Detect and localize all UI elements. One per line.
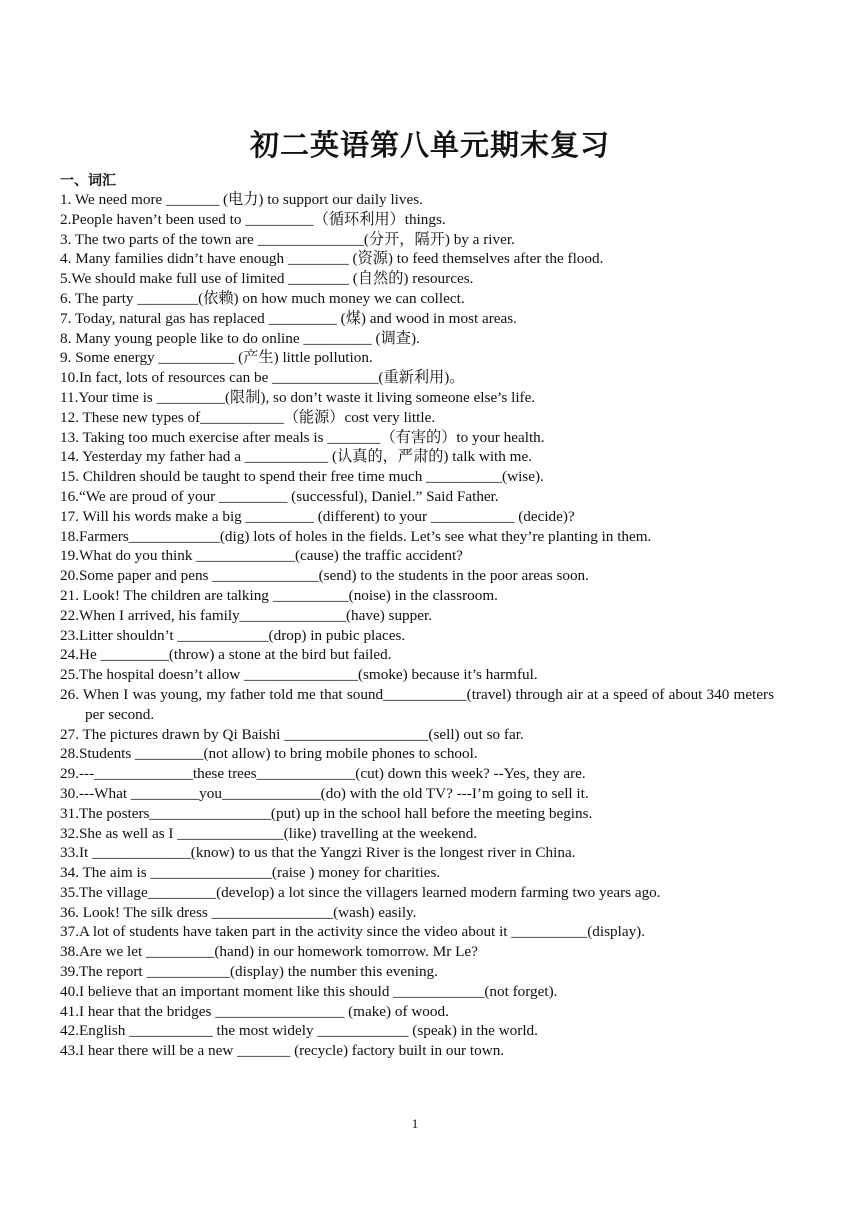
exercise-item: 43.I hear there will be a new _______ (recycle) factory built in our town. [60,1042,505,1060]
exercise-item: 26. When I was young, my father told me that sound___________(travel) through air at a speed of about 340 meters per second. [60,685,774,723]
page-number: 1 [411,1116,419,1131]
exercise-item: 25.The hospital doesn’t allow _______________(smoke) because it’s harmful. [60,666,538,684]
exercise-item: 21. Look! The children are talking __________(noise) in the classroom. [60,586,498,604]
exercise-item: 13. Taking too much exercise after meals is _______（有害的）to your health. [60,428,545,446]
exercise-item: 3. The two parts of the town are ______________(分开，隔开) by a river. [60,230,515,248]
exercise-item: 31.The posters________________(put) up in the school hall before the meeting begins. [60,804,593,822]
exercise-item: 8. Many young people like to do online _________ (调查). [60,329,420,347]
exercise-item: 12. These new types of___________（能源）cost very little. [60,408,436,426]
exercise-item: 27. The pictures drawn by Qi Baishi ___________________(sell) out so far. [60,725,524,743]
exercise-item: 23.Litter shouldn’t ____________(drop) in pubic places. [60,626,406,644]
exercise-item: 28.Students _________(not allow) to bring mobile phones to school. [60,745,478,763]
exercise-item: 40.I believe that an important moment like this should ____________(not forget). [60,982,558,1000]
exercise-item: 22.When I arrived, his family______________(have) supper. [60,606,433,624]
exercise-item: 42.English ___________ the most widely ____________ (speak) in the world. [60,1022,538,1040]
exercise-item: 17. Will his words make a big _________ (different) to your ___________ (decide)? [60,507,575,525]
exercise-item: 6. The party ________(依赖) on how much money we can collect. [60,289,465,307]
exercise-item: 15. Children should be taught to spend their free time much __________(wise). [60,468,544,486]
exercise-item: 7. Today, natural gas has replaced _________ (煤) and wood in most areas. [60,309,517,327]
exercise-item: 38.Are we let _________(hand) in our homework tomorrow. Mr Le? [60,943,478,961]
exercise-item: 33.It _____________(know) to us that the Yangzi River is the longest river in China. [60,844,576,862]
exercise-item: 36. Look! The silk dress ________________(wash) easily. [60,903,417,921]
exercise-item: 1. We need more _______ (电力) to support our daily lives. [60,191,423,208]
exercise-item: 24.He _________(throw) a stone at the bird but failed. [60,646,392,664]
exercise-item: 4. Many families didn’t have enough ________ (资源) to feed themselves after the flood. [60,250,604,268]
section-heading: 一、词汇 [60,173,116,189]
exercise-item: 9. Some energy __________ (产生) little pollution. [60,349,373,367]
exercise-item: 10.In fact, lots of resources can be ______________(重新利用)。 [60,369,465,387]
exercise-item: 29.---_____________these trees_____________(cut) down this week? --Yes, they are. [60,765,586,783]
exercise-item: 39.The report ___________(display) the number this evening. [60,963,438,981]
exercise-item: 2.People haven’t been used to _________（循环利用）things. [60,210,446,228]
exercise-item: 20.Some paper and pens ______________(send) to the students in the poor areas soon. [60,567,589,585]
exercise-list [60,190,774,1061]
exercise-item: 30.---What _________you_____________(do) with the old TV? ---I’m going to sell it. [60,784,589,802]
exercise-item: 35.The village_________(develop) a lot since the villagers learned modern farming two years ago. [60,883,661,901]
exercise-item: 41.I hear that the bridges _________________ (make) of wood. [60,1002,449,1020]
page-title: 初二英语第八单元期末复习 [249,128,610,162]
exercise-item: 32.She as well as I ______________(like) travelling at the weekend. [60,824,478,842]
exercise-item: 34. The aim is ________________(raise ) money for charities. [60,864,441,882]
exercise-item: 16.“We are proud of your _________ (successful), Daniel.” Said Father. [60,487,499,505]
exercise-item: 11.Your time is _________(限制), so don’t waste it living someone else’s life. [60,388,536,406]
exercise-item: 14. Yesterday my father had a ___________ (认真的，严肃的) talk with me. [60,448,533,466]
exercise-item: 18.Farmers____________(dig) lots of holes in the fields. Let’s see what they’re planting in them. [60,527,652,545]
exercise-item: 5.We should make full use of limited ________ (自然的) resources. [60,270,474,288]
exercise-item: 37.A lot of students have taken part in the activity since the video about it __________(display). [60,923,646,941]
exercise-item: 19.What do you think _____________(cause) the traffic accident? [60,547,463,565]
